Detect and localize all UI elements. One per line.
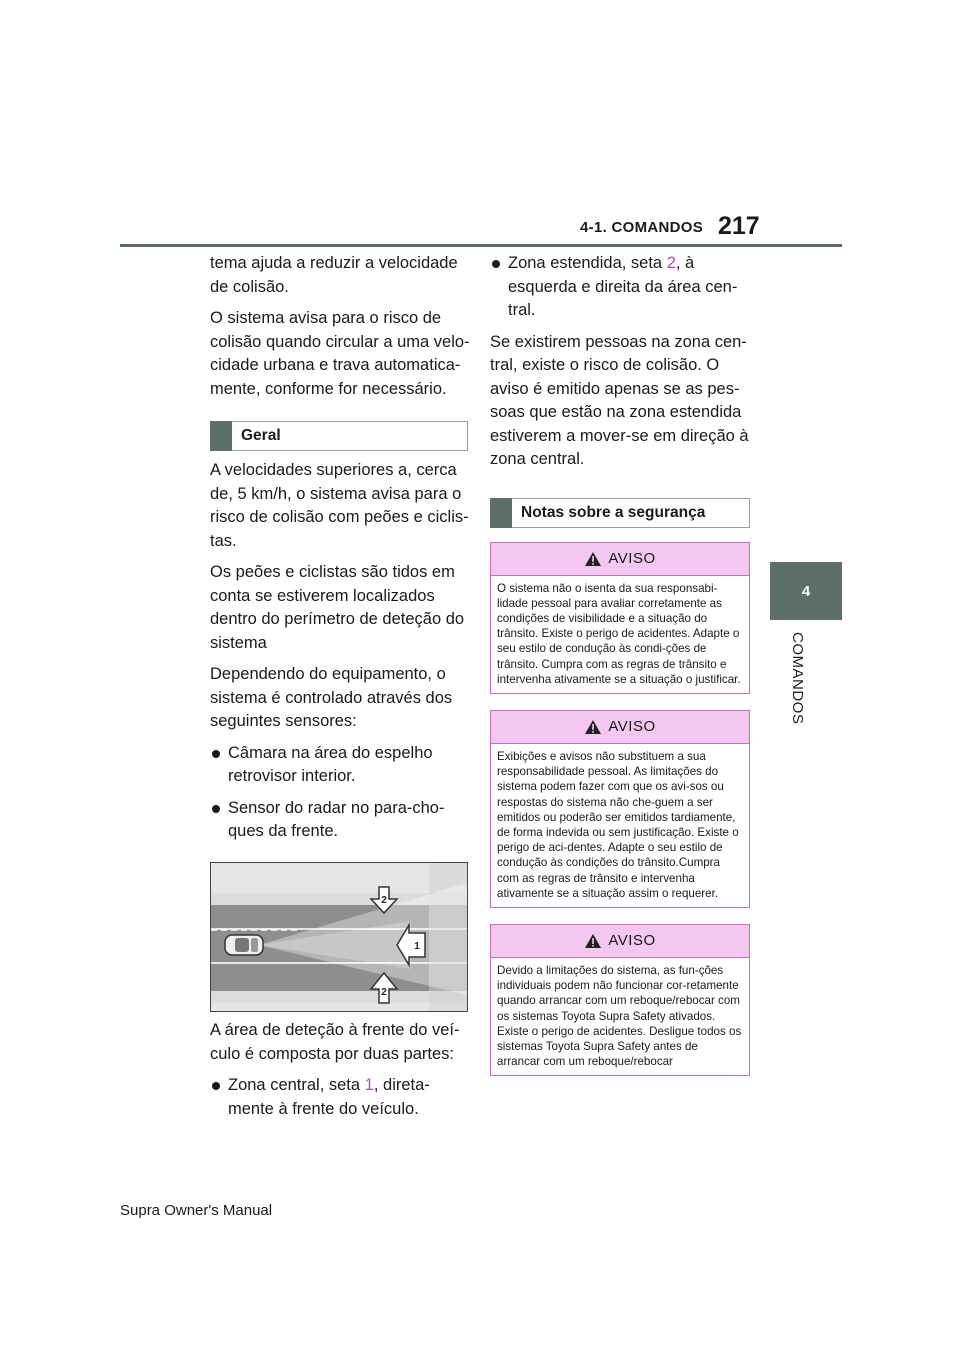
list-item-zone-extended <box>490 252 752 323</box>
car-icon <box>225 935 263 955</box>
arrow-label-2-top: 2 <box>381 895 387 906</box>
intro-paragraph-1: tema ajuda a reduzir a velocidade de colisão. <box>210 254 458 296</box>
warning-box-2 <box>490 710 750 908</box>
geral-paragraph-3: Dependendo do equipamento, o sistema é controlado através dos seguintes sensores: <box>210 665 453 730</box>
warning-box-3 <box>490 924 750 1076</box>
heading-bar <box>490 498 512 528</box>
warning-header <box>491 925 749 958</box>
detection-area-diagram <box>210 862 468 1012</box>
list-item-sensor-radar: Sensor do radar no para-cho-ques da frente. <box>210 797 472 844</box>
warning-title: AVISO <box>608 550 656 567</box>
zone-extended-number: 2 <box>666 254 676 272</box>
zone-central-number: 1 <box>364 1076 374 1094</box>
intro-paragraph-2: O sistema avisa para o risco de colisão quando circular a uma velo-cidade urbana e trava automatica-mente, conforme for necessário. <box>210 309 470 398</box>
warning-triangle-icon <box>584 551 602 567</box>
list-item-sensor-camera: Câmara na área do espelho retrovisor interior. <box>210 742 472 789</box>
geral-paragraph-1: A velocidades superiores a, cerca de, 5 km/h, o sistema avisa para o risco de colisão com peões e ciclis-tas. <box>210 461 469 550</box>
section-title: 4-1. COMANDOS <box>580 219 704 236</box>
geral-paragraph-2: Os peões e ciclistas são tidos em conta se estiverem localizados dentro do perímetro de deteção do sistema <box>210 563 465 652</box>
chapter-label: COMANDOS <box>789 632 806 725</box>
warning-title: AVISO <box>608 932 656 950</box>
warning-text: O sistema não o isenta da sua responsabi-lidade pessoal para avaliar corretamente as condições de visibilidade e a situação do trânsito. Existe o perigo de acidentes. Adapte o seu estilo de condução às condi-ções de trânsito. Cumpra com as regras de trânsito e intervenha ativamente se a situação o justificar. <box>497 581 741 686</box>
warning-triangle-icon <box>584 719 602 735</box>
page-number: 217 <box>718 212 760 240</box>
section-heading-geral <box>210 421 468 451</box>
arrow-label-1: 1 <box>414 941 420 952</box>
left-column-bottom <box>210 1019 472 1129</box>
warning-box-1 <box>490 542 750 694</box>
warning-title: AVISO <box>608 718 656 736</box>
section-heading-safety <box>490 498 750 528</box>
header-rule <box>120 244 842 247</box>
zone-central-text-end: , direta-mente à frente do veículo. <box>228 1076 430 1118</box>
heading-text: Notas sobre a segurança <box>521 503 706 521</box>
chapter-tab[interactable]: 4 <box>770 562 842 620</box>
heading-text: Geral <box>241 427 281 444</box>
warning-header <box>491 711 749 744</box>
warning-text: Devido a limitações do sistema, as fun-ções individuais podem não funcionar cor-retamente quando arrancar com um reboque/rebocar com os sistemas Toyota Supra Safety ativados. Existe o perigo de acidentes. Desligue todos os sistemas Toyota Supra Safety antes de arrancar com um reboque/rebocar <box>497 963 742 1069</box>
heading-bar <box>210 421 232 451</box>
people-paragraph: Se existirem pessoas na zona cen-tral, existe o risco de colisão. O aviso é emitido apenas se as pes-soas que estão na zona estendida estiverem a mover-se em direção à zona central. <box>490 332 749 468</box>
left-column <box>210 252 472 898</box>
warning-header <box>491 543 749 576</box>
zone-central-text: Zona central, seta <box>228 1076 365 1094</box>
area-paragraph: A área de deteção à frente do veí-culo é composta por duas partes: <box>210 1021 460 1063</box>
zone-extended-text: Zona estendida, seta <box>508 254 667 272</box>
footer-text: Supra Owner's Manual <box>120 1202 273 1219</box>
zone-extended-text-end: , à esquerda e direita da área cen-tral. <box>508 254 738 319</box>
arrow-label-2-bottom: 2 <box>381 987 387 998</box>
warning-triangle-icon <box>584 933 602 949</box>
right-column <box>490 252 752 1076</box>
detection-area-illustration <box>211 863 467 1011</box>
warning-text: Exibições e avisos não substituem a sua responsabilidade pessoal. As limitações do sistema podem fazer com que os avi-sos ou respostas do sistema não che-guem a ser emitidos ou poderão ser emitidos tardiamente, de forma indevida ou sem justificação. Existe o perigo de aci-dentes. Adapte o seu estilo de condução às condições do trânsito.Cumpra com as regras de trânsito e intervenha ativamente se a situação assim o requerer. <box>497 749 739 900</box>
list-item-zone-central <box>210 1074 472 1121</box>
